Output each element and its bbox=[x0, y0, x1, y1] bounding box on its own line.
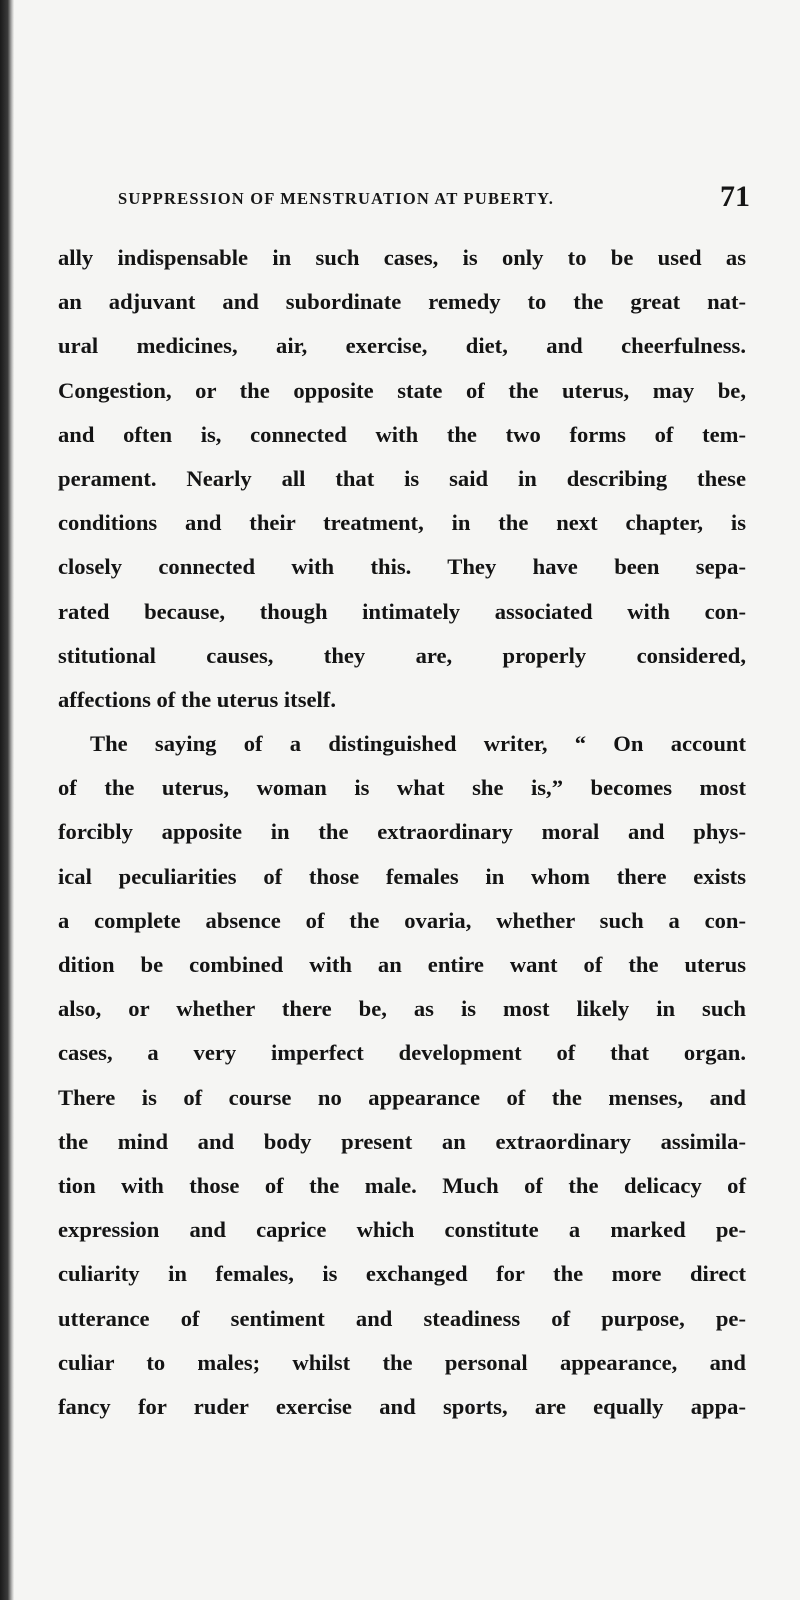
text-line: a complete absence of the ovaria, whether such a con- bbox=[58, 907, 746, 933]
body-text bbox=[58, 236, 746, 1429]
text-line: ural medicines, air, exercise, diet, and cheerfulness. bbox=[58, 333, 746, 359]
paragraph-end-line: affections of the uterus itself. bbox=[58, 686, 336, 712]
book-spine-shadow bbox=[0, 0, 14, 1600]
text-line: cases, a very imperfect development of that organ. bbox=[58, 1040, 746, 1066]
text-line: the mind and body present an extraordinary assimila- bbox=[58, 1128, 746, 1154]
text-line: rated because, though intimately associated with con- bbox=[58, 598, 746, 624]
text-line: tion with those of the male. Much of the delicacy of bbox=[58, 1172, 746, 1198]
page-number: 71 bbox=[720, 180, 750, 213]
text-line: expression and caprice which constitute a marked pe- bbox=[58, 1217, 746, 1243]
text-line: of the uterus, woman is what she is,” becomes most bbox=[58, 775, 746, 801]
text-line: fancy for ruder exercise and sports, are equally appa- bbox=[58, 1393, 746, 1419]
text-line: an adjuvant and subordinate remedy to the great nat- bbox=[58, 289, 746, 315]
text-line: ally indispensable in such cases, is only to be used as bbox=[58, 245, 746, 270]
text-line: and often is, connected with the two forms of tem- bbox=[58, 421, 746, 447]
text-line: conditions and their treatment, in the next chapter, is bbox=[58, 510, 746, 536]
text-line: also, or whether there be, as is most likely in such bbox=[58, 996, 746, 1022]
text-line: forcibly apposite in the extraordinary moral and phys- bbox=[58, 819, 746, 845]
paragraph-start-line: The saying of a distinguished writer, “ On account bbox=[90, 731, 746, 757]
text-line: stitutional causes, they are, properly considered, bbox=[58, 642, 746, 668]
text-line: perament. Nearly all that is said in describing these bbox=[58, 465, 746, 491]
text-line: culiar to males; whilst the personal appearance, and bbox=[58, 1349, 746, 1375]
text-line: closely connected with this. They have been sepa- bbox=[58, 554, 746, 580]
text-line: utterance of sentiment and steadiness of purpose, pe- bbox=[58, 1305, 746, 1331]
text-line: ical peculiarities of those females in whom there exists bbox=[58, 863, 746, 889]
text-line: culiarity in females, is exchanged for the more direct bbox=[58, 1261, 746, 1287]
page-header bbox=[118, 180, 750, 220]
text-line: Congestion, or the opposite state of the uterus, may be, bbox=[58, 377, 746, 403]
text-line: There is of course no appearance of the menses, and bbox=[58, 1084, 746, 1110]
running-title: SUPPRESSION OF MENSTRUATION AT PUBERTY. bbox=[118, 189, 555, 208]
text-line: dition be combined with an entire want of the uterus bbox=[58, 952, 746, 977]
